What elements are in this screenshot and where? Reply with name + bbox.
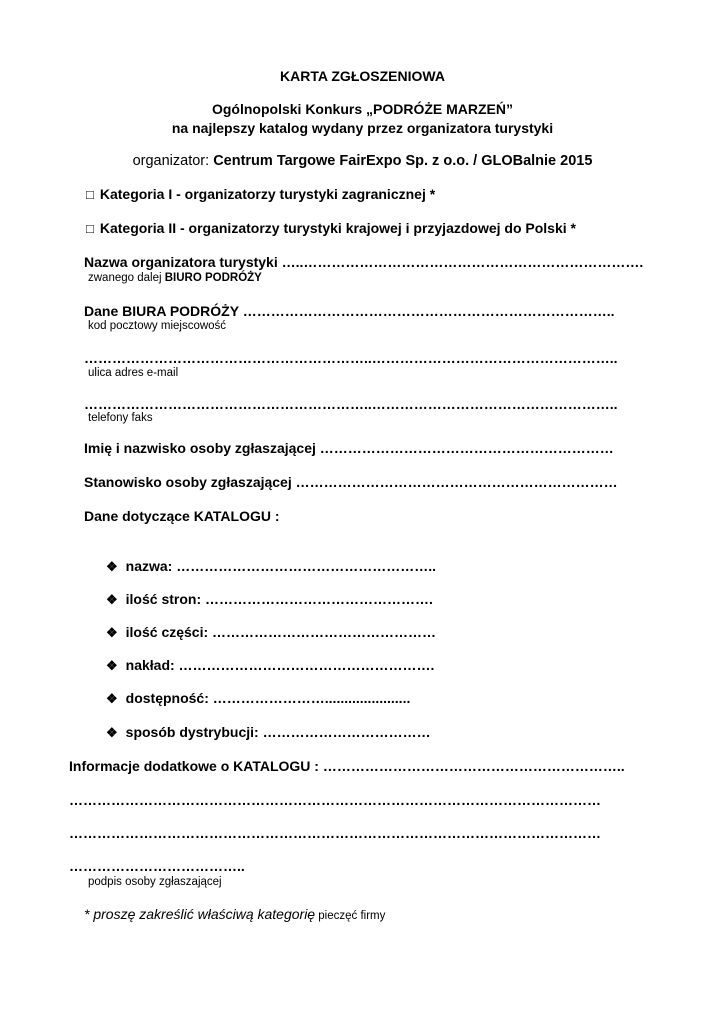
footnote-text: * proszę zakreślić właściwą kategorię bbox=[84, 906, 316, 922]
footnote bbox=[84, 906, 385, 922]
diamond-bullet-icon: ❖ bbox=[106, 625, 118, 640]
diamond-bullet-icon: ❖ bbox=[106, 559, 118, 574]
checkbox-icon[interactable]: □ bbox=[86, 187, 94, 202]
person-name-field[interactable]: Imię i nazwisko osoby zgłaszającej ……………………………………………………… bbox=[84, 440, 614, 456]
additional-line-2[interactable]: …………………………………………………………………………………………………… bbox=[69, 825, 601, 841]
catalog-item-pages[interactable]: ❖ ilość stron: …………………………………………. bbox=[106, 591, 433, 607]
organizer-name-field[interactable]: Nazwa organizatora turystyki …..………………………………………………………………. bbox=[84, 254, 644, 270]
organizer-prefix: organizator: bbox=[132, 153, 214, 169]
address-note: ulica adres e-mail bbox=[88, 367, 179, 379]
signature-line[interactable]: ……………………………….. bbox=[69, 858, 245, 874]
stamp-label: pieczęć firmy bbox=[315, 910, 386, 922]
category-option-2[interactable] bbox=[86, 220, 576, 236]
diamond-bullet-icon: ❖ bbox=[106, 725, 118, 740]
contest-subtitle: na najlepszy katalog wydany przez organizatora turystyki bbox=[171, 120, 554, 136]
form-title: KARTA ZGŁOSZENIOWA bbox=[280, 68, 445, 84]
category-label: Kategoria I - organizatorzy turystyki zagranicznej * bbox=[99, 186, 436, 202]
checkbox-icon[interactable]: □ bbox=[86, 221, 94, 236]
catalog-item-availability[interactable]: ❖ dostępność: ……………………...................... bbox=[106, 690, 411, 706]
category-option-1[interactable] bbox=[86, 186, 435, 202]
contest-name: Ogólnopolski Konkurs „PODRÓŻE MARZEŃ” bbox=[211, 101, 513, 117]
additional-info-field[interactable]: Informacje dodatkowe o KATALOGU : ……………………………………………………….. bbox=[69, 758, 625, 774]
signature-label: podpis osoby zgłaszającej bbox=[88, 876, 222, 888]
phone-line-field[interactable]: ……………………………………………………..…………………………………………….. bbox=[84, 396, 618, 412]
organizer-note: zwanego dalej BIURO PODRÓŻY bbox=[88, 272, 262, 284]
catalog-item-distribution[interactable]: ❖ sposób dystrybucji: ……………………………… bbox=[106, 724, 431, 740]
phone-note: telefony faks bbox=[88, 412, 153, 424]
agency-note: kod pocztowy miejscowość bbox=[88, 320, 227, 332]
catalog-item-name[interactable]: ❖ nazwa: ……………………………………………….. bbox=[106, 558, 437, 574]
address-line-field[interactable]: ……………………………………………………..…………………………………………….. bbox=[84, 350, 618, 366]
organizer-line bbox=[0, 153, 725, 169]
catalog-heading: Dane dotyczące KATALOGU : bbox=[84, 508, 280, 524]
diamond-bullet-icon: ❖ bbox=[106, 592, 118, 607]
diamond-bullet-icon: ❖ bbox=[106, 658, 118, 673]
catalog-item-parts[interactable]: ❖ ilość części: ………………………………………… bbox=[106, 624, 437, 640]
organizer-name: Centrum Targowe FairExpo Sp. z o.o. / GLOBalnie 2015 bbox=[213, 153, 593, 169]
catalog-item-print-run[interactable]: ❖ nakład: ………………………………………………. bbox=[106, 657, 435, 673]
person-position-field[interactable]: Stanowisko osoby zgłaszającej …………………………………………………………… bbox=[84, 474, 618, 490]
diamond-bullet-icon: ❖ bbox=[106, 691, 118, 706]
category-label: Kategoria II - organizatorzy turystyki krajowej i przyjazdowej do Polski * bbox=[99, 220, 576, 236]
additional-line-1[interactable]: …………………………………………………………………………………………………… bbox=[69, 792, 601, 808]
agency-data-field[interactable]: Dane BIURA PODRÓŻY …………………………………………………………………….. bbox=[84, 303, 615, 319]
